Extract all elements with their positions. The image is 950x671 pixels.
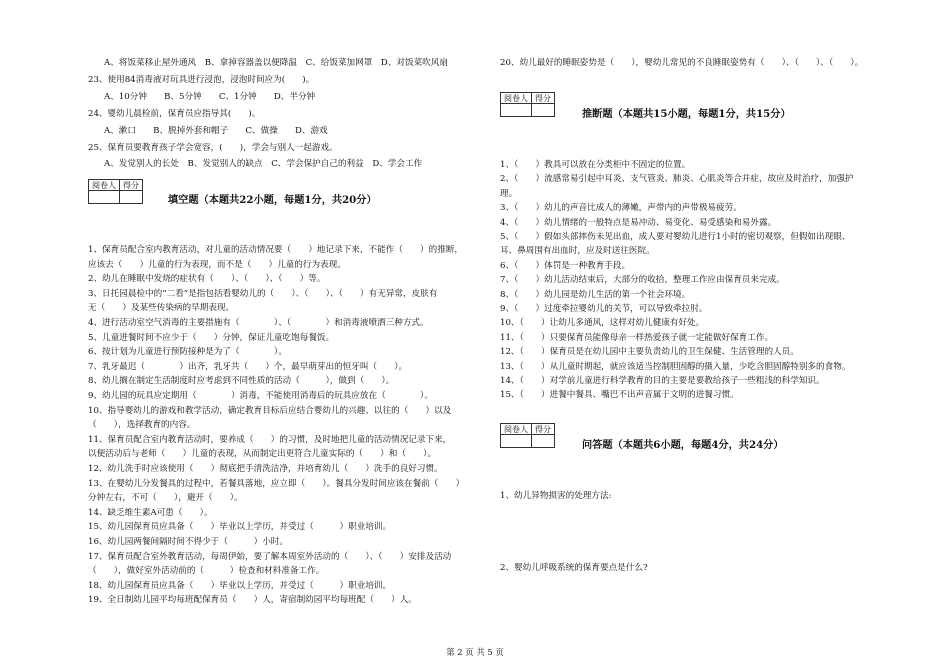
question-line: A、发觉别人的长处 B、发觉别人的缺点 C、学会保护自己的利益 D、学会工作 bbox=[104, 159, 423, 170]
score-box-fill bbox=[88, 179, 143, 204]
fill-question-line: 以便活动后与老师（ ）儿童的表现，从而制定出更符合儿童实际的（ ）和（ ）。 bbox=[88, 449, 437, 460]
page-footer: 第 2 页 共 5 页 bbox=[446, 647, 504, 657]
judge-question-line: 9、（ ）过度牵拉婴幼儿的关节，可以导致牵拉肘。 bbox=[500, 304, 708, 314]
judge-question-line: 15、（ ）进餐中餐具、嘴巴不出声音属于文明的进餐习惯。 bbox=[500, 390, 739, 401]
score-label: 得分 bbox=[532, 93, 555, 104]
score-box-judge bbox=[500, 92, 555, 117]
fill-question-line: 17、保育员配合室外教育活动，每周伊始，要了解本周室外活动的（ ）、（ ）安排及活动 bbox=[88, 551, 452, 562]
question-line: 25、保育员要教育孩子学会宽容，( )，学会与别人一起游戏。 bbox=[88, 142, 338, 153]
fill-question-line: 19、全日制幼儿园平均每班配保育员（ ）人，寄宿制幼园平均每班配（ ）人。 bbox=[88, 595, 417, 606]
qa-question-2: 2、婴幼儿呼吸系统的保育要点是什么? bbox=[500, 563, 648, 573]
judge-question-line: 10、（ ）让幼儿多通风，这样对幼儿健康有好处。 bbox=[500, 318, 705, 329]
judge-question-line: 1、（ ）教具可以放在分类柜中不固定的位置。 bbox=[500, 160, 691, 170]
fill-question-line: 2、幼儿在睡眠中发烧的症状有（ ）、（ ）、（ ）等。 bbox=[88, 274, 326, 285]
score-cell bbox=[120, 191, 143, 204]
fill-question-line: 11、保育员配合室内教育活动时，要养成（ ）的习惯，及时地把儿童的活动情况记录下来， bbox=[88, 434, 452, 445]
judge-question-line: 13、（ ）从儿童时期起，就应该适当控制胆固醇的摄入量，少吃含胆固醇特别多的食物。 bbox=[500, 361, 851, 372]
score-cell bbox=[532, 104, 555, 117]
judge-question-line: 8、（ ）幼儿园是幼儿生活的第一个社会环境。 bbox=[500, 289, 691, 300]
fill-question-line: （ ），做好室外活动前的（ ）检查和材料准备工作。 bbox=[88, 566, 325, 577]
reviewer-label: 阅卷人 bbox=[501, 424, 532, 435]
judge-question-line: 12、（ ）保育员是在幼儿园中主要负责幼儿的卫生保健、生活管理的人员。 bbox=[500, 347, 799, 358]
score-label: 得分 bbox=[532, 424, 555, 435]
question-line: A、10分钟 B、5分钟 C、1分钟 D、半分钟 bbox=[104, 91, 316, 102]
judge-question-line: 4、（ ）幼儿情绪的一般特点是易冲动、易变化、易受感染和易外露。 bbox=[500, 217, 777, 228]
judge-question-line: 6、（ ）体罚是一种教育手段。 bbox=[500, 260, 631, 271]
fill-question-line: 4、进行活动室空气消毒的主要措施有（ ）、（ ）和消毒液喷洒三种方式。 bbox=[88, 318, 429, 328]
fill-question-line: 5、儿童进餐时间不应少于（ ）分钟，保证儿童吃饱每餐饭。 bbox=[88, 332, 335, 343]
reviewer-label: 阅卷人 bbox=[89, 180, 120, 191]
qa-section-title: 问答题（本题共6小题，每题4分，共24分） bbox=[582, 439, 784, 451]
judge-question-line: 3、（ ）幼儿的声音比成人的薄嫩，声带内的声带极易疲劳。 bbox=[500, 203, 742, 214]
fill-question-line: 13、在婴幼儿分发餐具的过程中，若餐具落地，应立即（ ）。餐具分发时间应该在餐前（ ） bbox=[88, 478, 465, 489]
fill-question-line: 15、幼儿园保育员应具备（ ）毕业以上学历，并受过（ ）职业培训。 bbox=[88, 522, 392, 533]
fill-question-line: 6、按计划为儿童进行预防接种是为了（ ）。 bbox=[88, 347, 287, 358]
fill-question-line: 9、幼儿园的玩具应定期用（ ）消毒，不能使用消毒后的玩具应放在（ ）。 bbox=[88, 391, 433, 401]
score-box-qa bbox=[500, 423, 555, 448]
fill-question-line: 7、乳牙最迟（ ）出齐，乳牙共（ ）个，最早萌芽出的恒牙叫（ ）。 bbox=[88, 361, 408, 372]
reviewer-cell bbox=[89, 191, 120, 204]
judge-question-line: 14、（ ）对学前儿童进行科学教育的目的主要是要教给孩子一些粗浅的科学知识。 bbox=[500, 376, 825, 386]
fill-question-line: 1、保育员配合室内教育活动，对儿童的活动情况要（ ）地记录下来，不能作（ ）的推断， bbox=[88, 245, 464, 255]
score-cell bbox=[532, 435, 555, 448]
reviewer-cell bbox=[501, 104, 532, 117]
fill-question-line: 分钟左右，不可（ ），避开（ ）。 bbox=[88, 493, 243, 504]
judge-question-line: 2、（ ）流感常易引起中耳炎、支气管炎、肺炎、心肌炎等合并症，故应及时治疗，加强护 bbox=[500, 174, 854, 185]
question-line: 23、使用84消毒液对玩具进行浸泡，浸泡时间应为( )。 bbox=[88, 74, 315, 85]
fill-question-line: 3、日托园晨检中的“二看”是指包括看婴幼儿的（ ）、（ ）、（ ）有无异常，皮肤有 bbox=[88, 288, 438, 299]
question-line: A、将饭菜移止屋外通风 B、拿掉容器盖以便降温 C、给饭菜加网罩 D、对饭菜吹风扇 bbox=[104, 58, 448, 68]
judge-question-line: 耳、鼻周围有出血时，应及时送往医院。 bbox=[500, 246, 655, 257]
fill-question-line: 14、缺乏维生素A可患（ ）。 bbox=[88, 507, 213, 518]
judge-question-line: 5、（ ）假如头部摔伤未见出血，成人要对婴幼儿进行1小时的密切观察，但假如出现眼、 bbox=[500, 232, 851, 242]
fill-question-line: 8、幼儿搁在制定生活制度时应考虑到不同性质的活动（ ），做到（ ）。 bbox=[88, 376, 395, 387]
question-line: A、漱口 B、脱掉外套和帽子 C、做操 D、游戏 bbox=[104, 125, 328, 136]
reviewer-cell bbox=[501, 435, 532, 448]
judge-question-line: 理。 bbox=[500, 188, 518, 199]
fill-section-title: 填空题（本题共22小题，每题1分，共20分） bbox=[168, 194, 377, 206]
judge-question-line: 11、（ ）只要保育员能像母亲一样热爱孩子就一定能做好保育工作。 bbox=[500, 332, 774, 343]
fill-question-line: 16、幼儿园两餐间隔时间不得少于（ ）小时。 bbox=[88, 537, 288, 547]
question-20: 20、幼儿最好的睡眠姿势是（ ），婴幼儿常见的不良睡眠姿势有（ ）、（ ）、（ ）。 bbox=[500, 58, 864, 68]
fill-question-line: 应该去（ ）儿童的行为表现，而不是（ ）儿童的行为表现。 bbox=[88, 259, 346, 270]
fill-question-line: 10、指导婴幼儿的游戏和教学活动，确定教育目标后应结合婴幼儿的兴趣、以往的（ ）以及 bbox=[88, 405, 452, 416]
judge-section-title: 推断题（本题共15小题，每题1分，共15分） bbox=[582, 108, 791, 120]
qa-question-1: 1、幼儿异物损害的处理方法: bbox=[500, 491, 612, 501]
fill-question-line: 18、幼儿园保育员应具备（ ）毕业以上学历，并受过（ ）职业培训。 bbox=[88, 580, 392, 591]
fill-question-line: 无（ ）及某些传染病的早期表现。 bbox=[88, 303, 235, 314]
score-label: 得分 bbox=[120, 180, 143, 191]
question-line: 24、婴幼儿晨检前，保育员应指导其( )。 bbox=[88, 108, 261, 119]
reviewer-label: 阅卷人 bbox=[501, 93, 532, 104]
judge-question-line: 7、（ ）幼儿活动结束后，大部分的收拾，整理工作应由保育员来完成。 bbox=[500, 275, 785, 286]
fill-question-line: （ ），选择教育的内容。 bbox=[88, 420, 196, 431]
fill-question-line: 12、幼儿洗手时应该使用（ ）彻底把手清洗洁净，并培育幼儿（ ）洗手的良好习惯。 bbox=[88, 464, 443, 474]
